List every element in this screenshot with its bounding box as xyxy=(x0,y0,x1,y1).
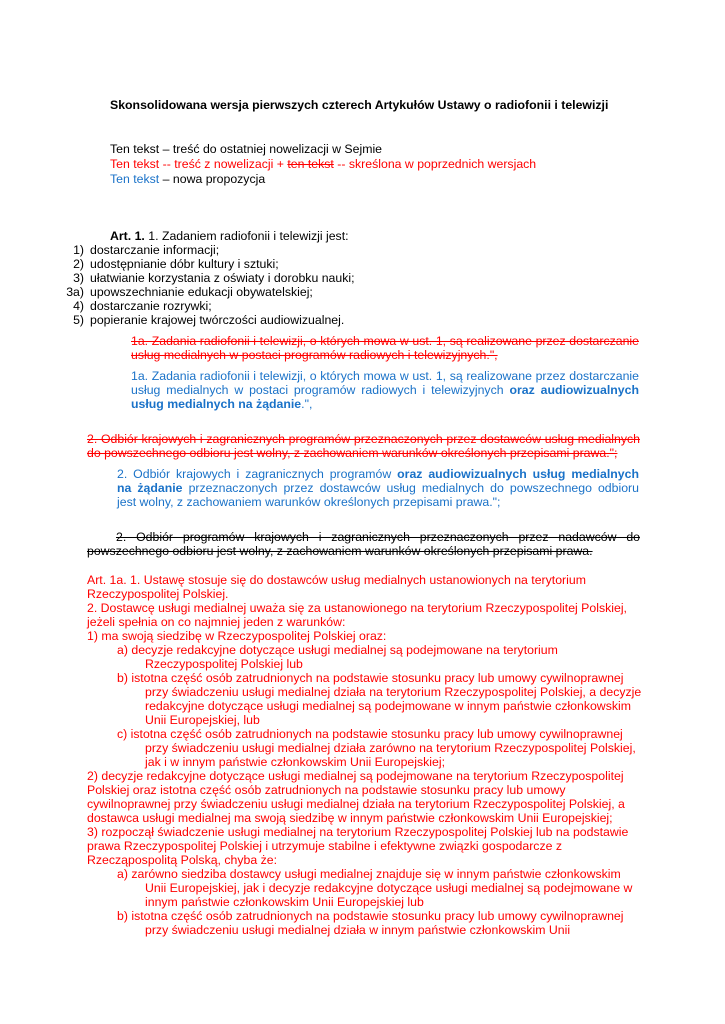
art1a-c1a: a) decyzje redakcyjne dotyczące usługi medialnej są podejmowane na terytorium xyxy=(117,643,558,657)
legend-line-current: Ten tekst – treść do ostatniej nowelizacji w Sejmie xyxy=(110,142,383,156)
legend-struck-desc: -- skreślona w poprzednich wersjach xyxy=(333,157,537,171)
art1-2-proposal: 2. Odbiór krajowych i zagranicznych programów oraz audiowizualnych usług medialnych na żądanie przeznaczonych przez dostawców usług medialnych do powszechnego odbioru jest wolny, z zachowaniem warunków określonych przepisami prawa."; xyxy=(117,467,639,509)
art1a-section: Art. 1a. 1. Ustawę stosuje się do dostawców usług medialnych ustanowionych na terytorium Rzeczypospolitej Polskiej. 2. Dostawcę usługi medialnej uważa się za ustanowionego na terytorium Rzeczypospolitej Polskiej, jeżeli spełnia on co najmniej jeden z warunków: 1) ma swoją siedzibę w Rzeczypospolitej Polskiej oraz: a) decyzje redakcyjne dotyczące usługi medialnej są podejmowane na terytorium Rzeczypospolitej Polskiej lub b) istotna część osób zatrudnionych na podstawie stosunku pracy lub umowy cywilnoprawnej przy świadczeniu usługi medialnej działa na terytorium Rzeczypospolitej Polskiej, a decyzje redakcyjne dotyczące usługi medialnej są podejmowane w innym państwie członkowskim Unii Europejskiej, lub c) istotna część osób zatrudnionych na podstawie stosunku pracy lub umowy cywilnoprawnej przy świadczeniu usługi medialnej działa zarówno na terytorium Rzeczypospolitej Polskiej, jak i w innym państwie członkowskim Unii Europejskiej; 2) decyzje redakcyjne dotyczące usługi medialnej są podejmowane na terytorium Rzeczypospolitej Polskiej oraz istotna część osób zatrudnionych na podstawie stosunku pracy lub umowy cywilnoprawnej przy świadczeniu usługi medialnej działa na terytorium Rzeczypospolitej Polskiej, a dostawca usługi medialnej ma swoją siedzibę w innym państwie członkowskim Unii Europejskiej; 3) rozpoczął świadczenie usługi medialnej na terytorium Rzeczypospolitej Polskiej lub na podstawie prawa Rzeczypospolitej Polskiej i utrzymuje stabilne i efektywne związki gospodarcze z Rzecząpospolitą Polską, chyba że: a) zarówno siedziba dostawcy usługi medialnej znajduje się w innym państwie członkowskim Unii Europejskiej, jak i decyzje redakcyjne dotyczące usługi medialnej są podejmowane w innym państwie członkowskim Unii Europejskiej lub b) istotna część osób zatrudnionych na podstawie stosunku pracy lub umowy cywilnoprawnej przy świadczeniu usługi medialnej działa w innym państwie członkowskim Unii xyxy=(87,573,647,937)
list-item: 4) dostarczanie rozrywki; xyxy=(73,299,212,313)
legend-red-desc: -- treść z nowelizacji + xyxy=(159,157,288,171)
legend-line-proposal xyxy=(110,172,265,186)
art1a-c2: 2) decyzje redakcyjne dotyczące usługi medialnej są podejmowane na terytorium Rzeczypospolitej xyxy=(87,769,624,783)
legend-blue-desc: – nowa propozycja xyxy=(159,172,266,186)
list-item: 3a) upowszechnianie edukacji obywatelskiej; xyxy=(66,285,313,299)
art1-2-deleted-original: 2. Odbiór programów krajowych i zagranicznych przeznaczonych przez nadawców do powszechnego odbioru jest wolny, z zachowaniem warunków określonych przepisami prawa. xyxy=(87,530,640,558)
art1a-c3a: a) zarówno siedziba dostawcy usługi medialnej znajduje się w innym państwie członkowskim xyxy=(117,867,621,881)
list-item: 1) dostarczanie informacji; xyxy=(73,243,220,257)
list-item: 5) popieranie krajowej twórczości audiowizualnej. xyxy=(73,313,345,327)
art1a-p1: Art. 1a. 1. Ustawę stosuje się do dostawców usług medialnych ustanowionych na terytorium xyxy=(87,573,586,587)
art1-number: Art. 1. xyxy=(110,229,145,243)
art1-intro: 1. Zadaniem radiofonii i telewizji jest: xyxy=(144,229,349,243)
art1a-p2: 2. Dostawcę usługi medialnej uważa się za ustanowionego na terytorium Rzeczypospolitej Polskiej, xyxy=(87,601,627,615)
art1a-c1: 1) ma swoją siedzibę w Rzeczypospolitej Polskiej oraz: xyxy=(87,629,387,643)
legend-blue-sample: Ten tekst xyxy=(110,172,160,186)
art1-2-deleted-amendment: 2. Odbiór krajowych i zagranicznych programów przeznaczonych przez dostawców usług medialnych do powszechnego odbioru jest wolny, z zachowaniem warunków określonych przepisami prawa."; xyxy=(87,432,640,460)
legend-line-amendment xyxy=(110,157,536,171)
list-item: 3) ułatwianie korzystania z oświaty i dorobku nauki; xyxy=(73,271,355,285)
art1a-c1c: c) istotna część osób zatrudnionych na podstawie stosunku pracy lub umowy cywilnoprawnej xyxy=(117,727,623,741)
legend-struck-sample: ten tekst xyxy=(287,157,334,171)
art1-1a-proposal: 1a. Zadania radiofonii i telewizji, o których mowa w ust. 1, są realizowane przez dostarczanie usług medialnych w postaci programów radiowych i telewizyjnych oraz audiowizualnych usług medialnych na żądanie.", xyxy=(131,369,639,411)
legend-red-sample: Ten tekst xyxy=(110,157,160,171)
art1a-c3b: b) istotna część osób zatrudnionych na podstawie stosunku pracy lub umowy cywilnoprawnej xyxy=(117,909,624,923)
art1-heading xyxy=(110,229,349,243)
art1a-c3: 3) rozpoczął świadczenie usługi medialnej na terytorium Rzeczypospolitej Polskiej lub na podstawie xyxy=(87,825,629,839)
list-item: 2) udostępnianie dóbr kultury i sztuki; xyxy=(73,257,279,271)
art1-1a-deleted: 1a. Zadania radiofonii i telewizji, o których mowa w ust. 1, są realizowane przez dostarczanie usług medialnych w postaci programów radiowych i telewizyjnych.", xyxy=(131,334,639,362)
art1a-c1b: b) istotna część osób zatrudnionych na podstawie stosunku pracy lub umowy cywilnoprawnej xyxy=(117,671,624,685)
document-title: Skonsolidowana wersja pierwszych czterech Artykułów Ustawy o radiofonii i telewizji xyxy=(110,98,609,112)
art1-list xyxy=(62,243,462,327)
